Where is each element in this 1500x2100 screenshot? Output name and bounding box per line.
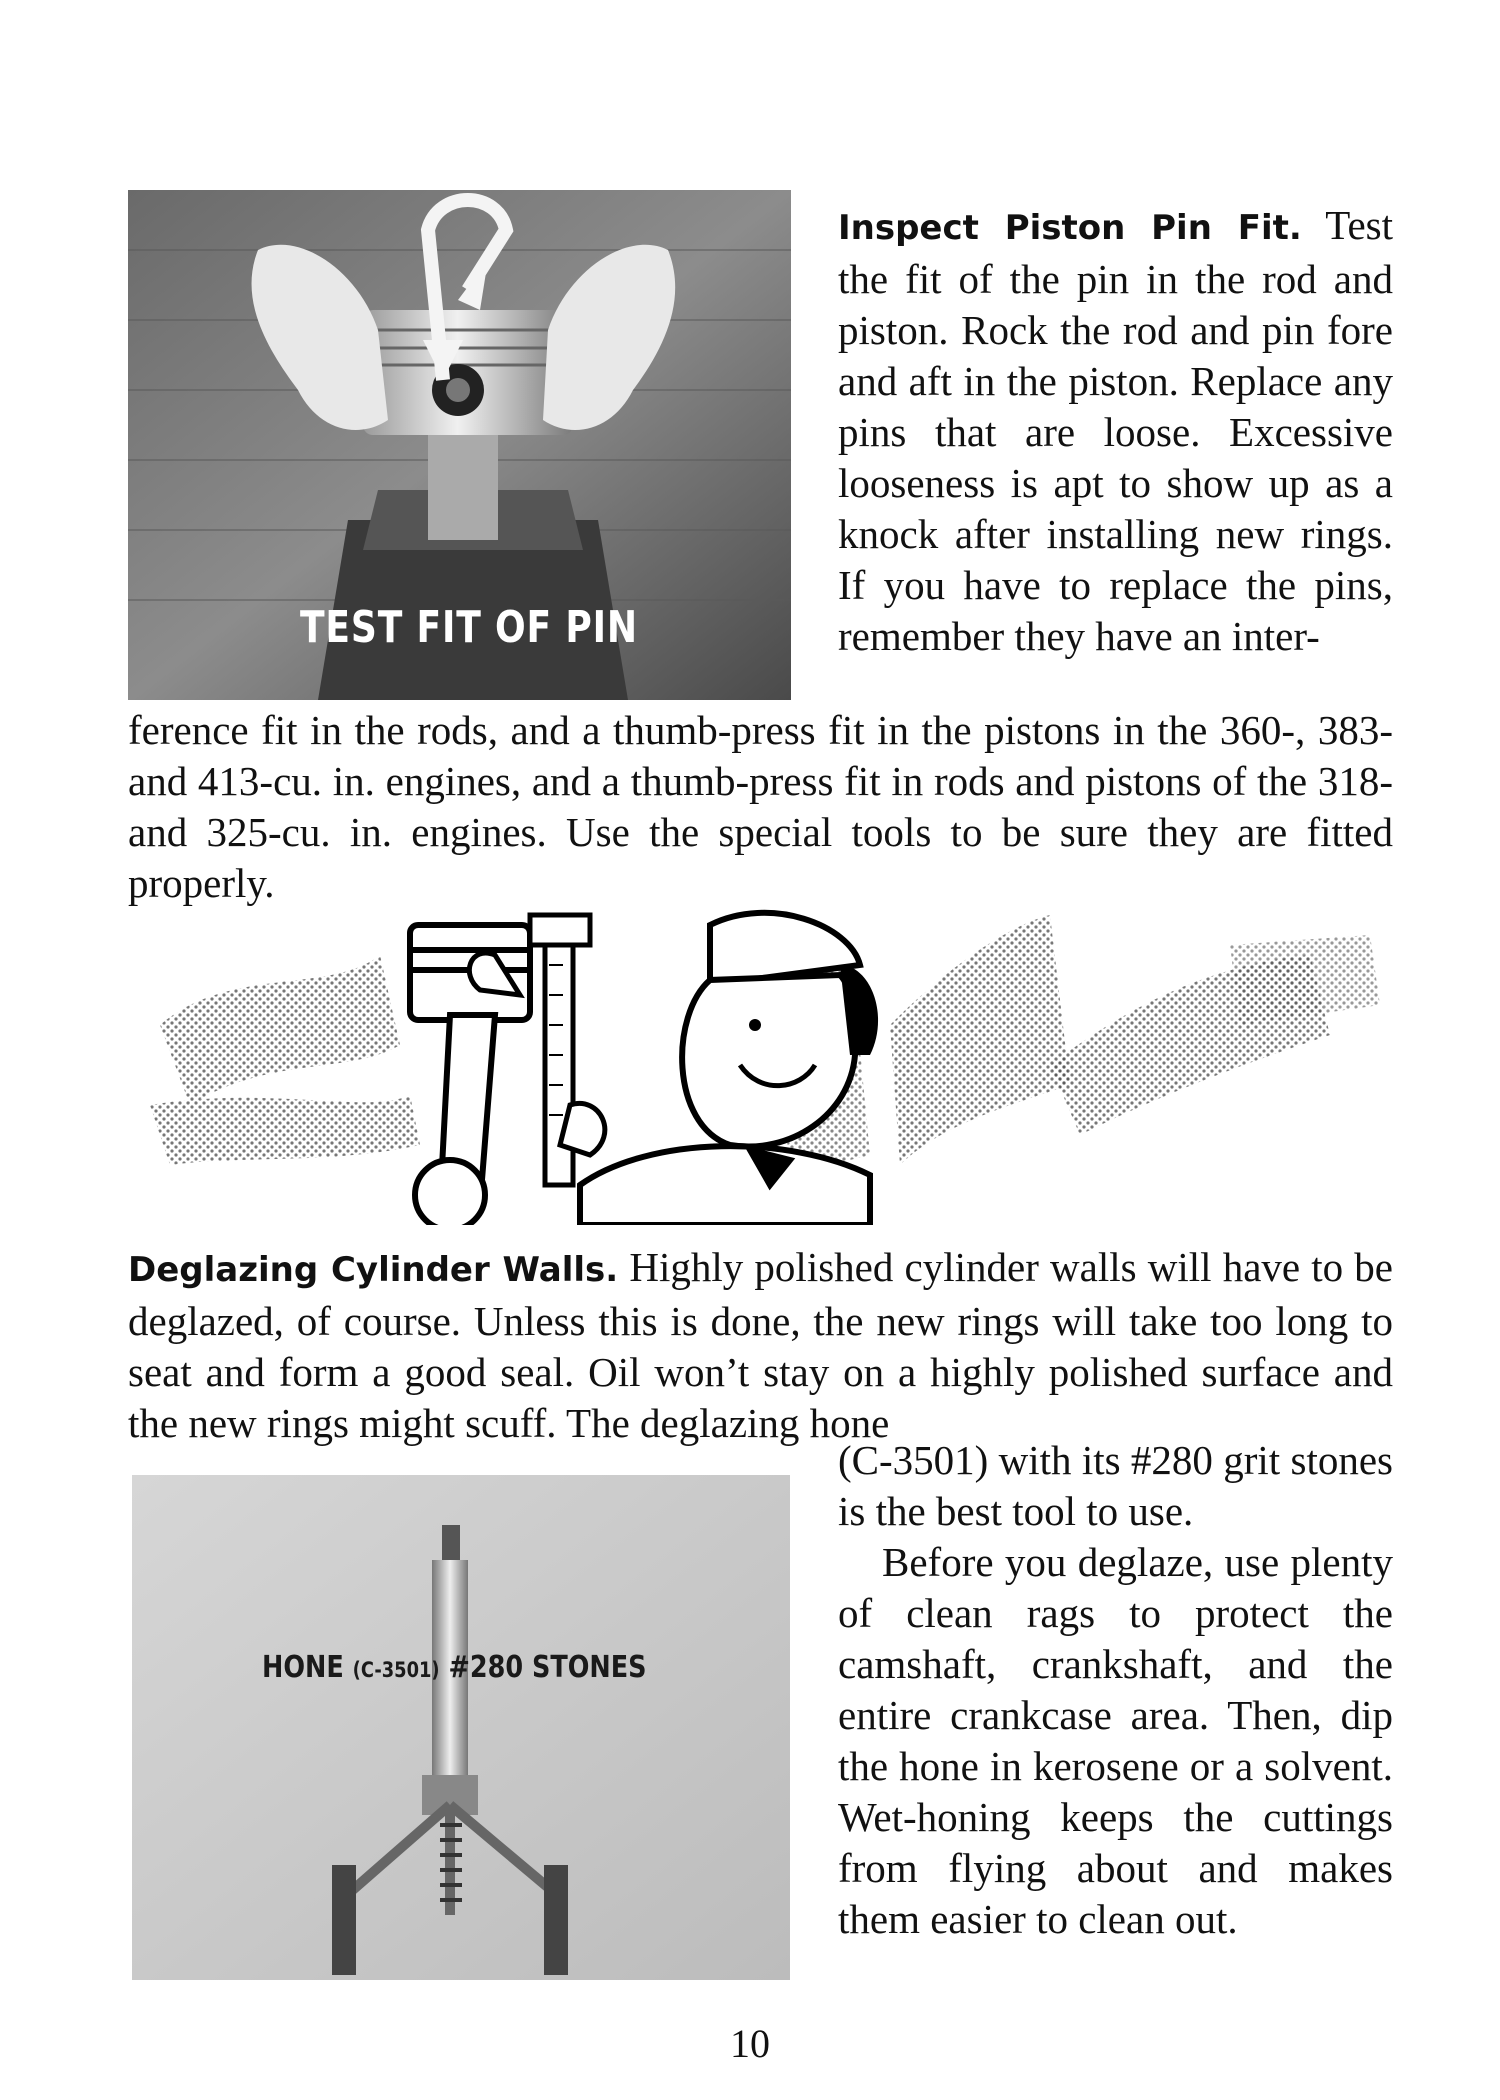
caption-hone-stones: #280 STONES xyxy=(448,1650,647,1685)
photo-caption-hone xyxy=(262,1650,647,1685)
page-number: 10 xyxy=(730,2021,770,2066)
section2-heading: Deglazing Cylinder Walls. xyxy=(128,1250,619,1290)
caption-hone-part-number: (C-3501) xyxy=(352,1658,440,1682)
section1-text-right xyxy=(838,200,1393,662)
mechanic-cartoon-illustration xyxy=(150,905,1390,1225)
section2-text-right xyxy=(838,1435,1393,1945)
caption-hone-label: HONE xyxy=(262,1650,344,1685)
section1-text-full xyxy=(128,705,1393,909)
section1-heading: Inspect Piston Pin Fit. xyxy=(838,208,1302,248)
section2-body-right-2: Before you deglaze, use plenty of clean rags to protect the camshaft, crankshaft, and the entire crankcase area. Then, dip the hone in kerosene or a solvent. Wet-honing keeps the cuttings from flying about and makes them easier to clean out. xyxy=(838,1539,1393,1942)
section2-body-full: Highly polished cylinder walls will have to be deglazed, of course. Unless this is done, the new rings will take too long to seat and form a good seal. Oil won’t stay on a highly polished surface and the new rings might scuff. The deglazing hone xyxy=(128,1244,1394,1446)
deglazing-hone-photo xyxy=(132,1475,790,1980)
section1-body-right: Test the fit of the pin in the rod and piston. Rock the rod and pin fore and aft in the piston. Replace any pins that are loose. Excessive looseness is apt to show up as a knock after installing new rings. If you have to replace the pins, remember they have an inter- xyxy=(838,202,1393,659)
photo-caption-test-fit-of-pin: TEST FIT OF PIN xyxy=(300,602,638,653)
section2-body-right-1: (C-3501) with its #280 grit stones is the best tool to use. xyxy=(838,1437,1393,1534)
section2-text-full xyxy=(128,1242,1393,1449)
section1-body-full: ference fit in the rods, and a thumb-press fit in the pistons in the 360-, 383- and 413-cu. in. engines, and a thumb-press fit in rods and pistons of the 318- and 325-cu. in. engines. Use the special tools to be sure they are fitted properly. xyxy=(128,707,1393,906)
